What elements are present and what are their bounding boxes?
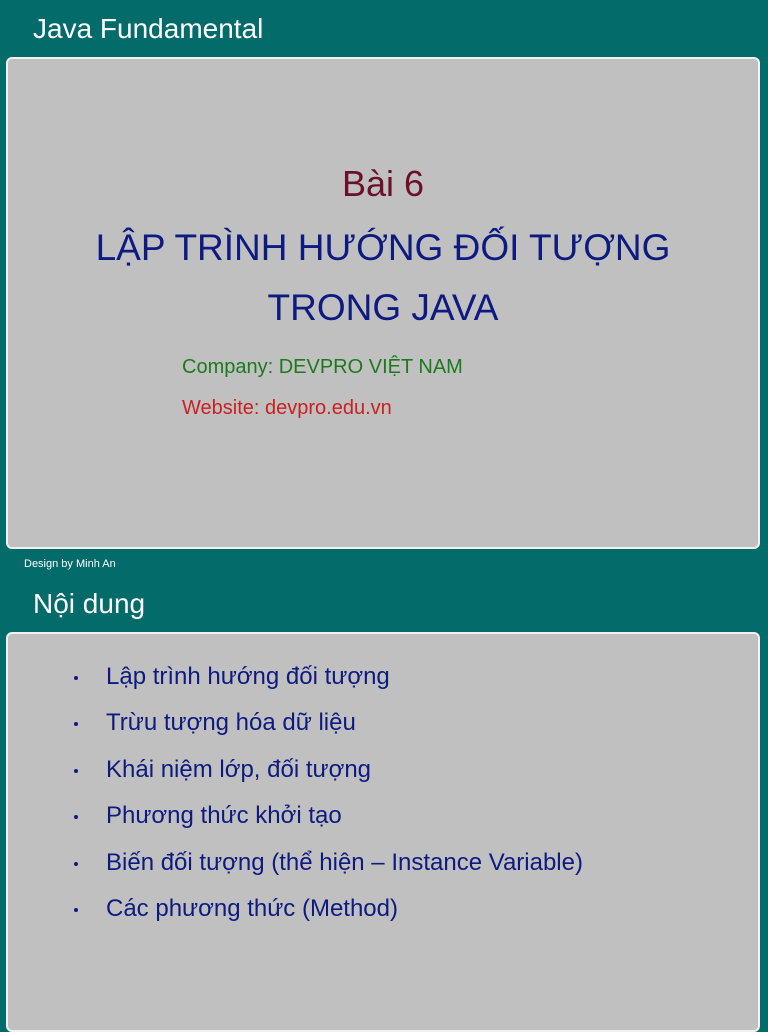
list-item [74, 708, 583, 754]
lesson-number: Bài 6 [341, 163, 425, 204]
contents-panel [6, 632, 760, 1032]
list-item-text: Trừu tượng hóa dữ liệu [106, 709, 356, 737]
list-item-text: Phương thức khởi tạo [106, 802, 342, 830]
bullet-dot-icon [74, 908, 78, 912]
list-item-text: Biến đối tượng (thể hiện – Instance Variable) [106, 848, 583, 876]
design-credit: Design by Minh An [24, 558, 116, 570]
list-item [74, 848, 583, 894]
list-item [74, 662, 583, 708]
website-text: Website: devpro.edu.vn [182, 397, 392, 419]
list-item [74, 801, 583, 847]
bullet-dot-icon [74, 815, 78, 819]
bullet-dot-icon [74, 722, 78, 726]
list-item [74, 894, 583, 940]
list-item-text: Lập trình hướng đối tượng [106, 663, 390, 690]
company-text: Company: DEVPRO VIỆT NAM [182, 356, 463, 378]
contents-list [74, 662, 583, 940]
bullet-dot-icon [74, 676, 78, 680]
list-item [74, 755, 583, 801]
bullet-dot-icon [74, 862, 78, 866]
bullet-dot-icon [74, 769, 78, 773]
list-item-text: Các phương thức (Method) [106, 894, 398, 922]
slide-title: Java Fundamental [33, 13, 264, 44]
lesson-heading-line1: LẬP TRÌNH HƯỚNG ĐỐI TƯỢNG [95, 227, 671, 268]
title-slide-panel [6, 57, 760, 549]
lesson-heading-line2: TRONG JAVA [267, 287, 499, 328]
contents-title: Nội dung [33, 588, 146, 619]
list-item-text: Khái niệm lớp, đối tượng [106, 755, 372, 783]
